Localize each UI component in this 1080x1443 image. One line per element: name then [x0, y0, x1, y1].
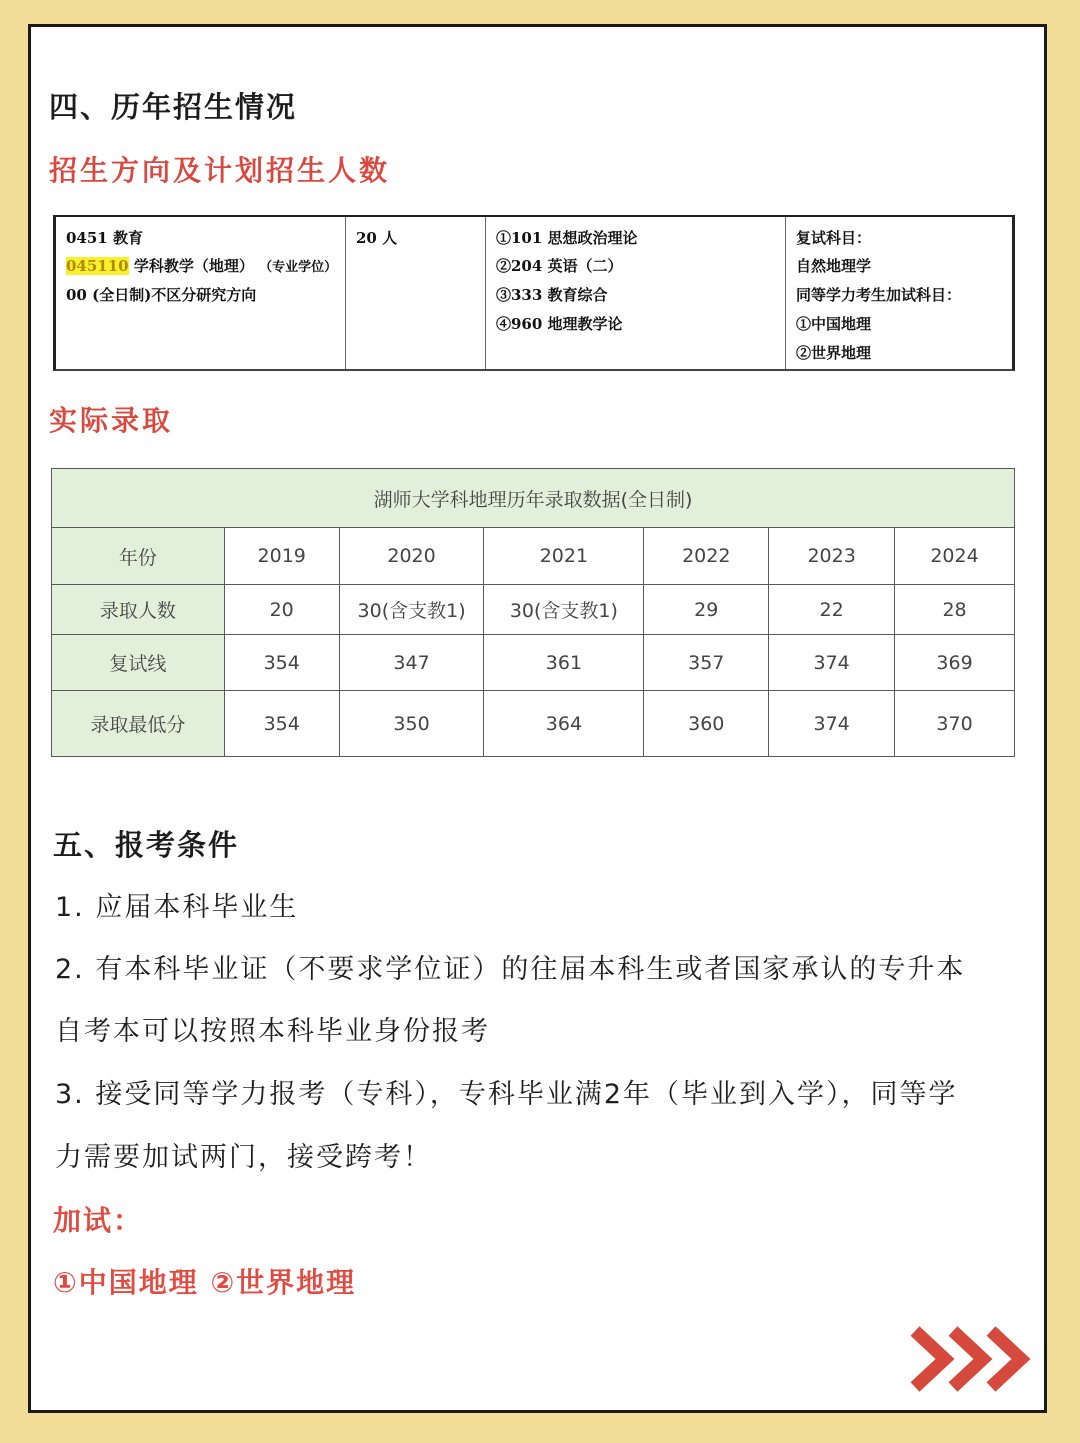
plan-subject: ④960 地理教学论: [496, 315, 623, 333]
requirement-line: 3. 接受同等学力报考（专科），专科毕业满2年（毕业到入学），同等学: [55, 1079, 958, 1110]
table-cell: 28: [895, 585, 1015, 635]
plan-subject: ②204 英语（二）: [496, 257, 623, 275]
table-cell: 录取人数: [52, 585, 225, 635]
retest-line: ①中国地理: [796, 315, 872, 333]
requirement-line: 力需要加试两门，接受跨考！: [55, 1142, 432, 1173]
table-cell: 20: [224, 585, 339, 635]
table-cell: 年份: [52, 528, 225, 585]
table-cell: 2020: [339, 528, 484, 585]
plan-col-major: [56, 217, 346, 369]
table-cell: 2023: [769, 528, 895, 585]
table-cell: 22: [769, 585, 895, 635]
table-cell: 复试线: [52, 635, 225, 691]
table-cell: 2024: [895, 528, 1015, 585]
table-cell: 2019: [224, 528, 339, 585]
plan-table: [53, 215, 1015, 371]
table-cell: 360: [644, 691, 769, 757]
requirement-line: 自考本可以按照本科毕业身份报考: [55, 1016, 490, 1047]
table-cell: 2021: [484, 528, 644, 585]
table-cell: 369: [895, 635, 1015, 691]
plan-col-retest: [786, 217, 1012, 369]
table-cell: 2022: [644, 528, 769, 585]
plan-col-quota: [346, 217, 486, 369]
table-cell: 354: [224, 691, 339, 757]
extra-exam-label: 加试：: [53, 1204, 144, 1237]
major-code: 045110: [66, 257, 129, 275]
table-row: [52, 691, 1015, 757]
major-note: （专业学位）: [259, 260, 338, 275]
admission-table: [51, 468, 1015, 757]
table-cell: 357: [644, 635, 769, 691]
triple-chevron-right-icon[interactable]: [907, 1323, 1037, 1399]
plan-line-direction: 00 (全日制)不区分研究方向: [66, 286, 257, 304]
table-cell: 29: [644, 585, 769, 635]
plan-subject: ③333 教育综合: [496, 286, 608, 304]
table-cell: 30(含支教1): [339, 585, 484, 635]
retest-line: 复试科目：: [796, 229, 872, 247]
section5-title: 五、报考条件: [53, 828, 240, 862]
table-cell: 370: [895, 691, 1015, 757]
extra-exam-subjects: ①中国地理 ②世界地理: [53, 1266, 357, 1299]
plan-subject: ①101 思想政治理论: [496, 229, 638, 247]
requirement-line: 1. 应届本科毕业生: [55, 892, 299, 923]
retest-line: ②世界地理: [796, 344, 872, 362]
retest-line: 自然地理学: [796, 257, 872, 275]
table-row: [52, 635, 1015, 691]
table-cell: 374: [769, 635, 895, 691]
plan-col-subjects: [486, 217, 786, 369]
table-cell: 361: [484, 635, 644, 691]
admission-table-title: 湖师大学科地理历年录取数据(全日制): [52, 469, 1015, 528]
plan-heading: 招生方向及计划招生人数: [49, 154, 391, 187]
major-name: 学科教学（地理）: [133, 257, 254, 275]
table-cell: 录取最低分: [52, 691, 225, 757]
retest-line: 同等学力考生加试科目：: [796, 286, 962, 304]
table-cell: 354: [224, 635, 339, 691]
table-row: [52, 585, 1015, 635]
table-cell: 347: [339, 635, 484, 691]
table-cell: 350: [339, 691, 484, 757]
plan-line-major: [66, 255, 337, 276]
table-cell: 374: [769, 691, 895, 757]
table-cell: 30(含支教1): [484, 585, 644, 635]
table-cell: 364: [484, 691, 644, 757]
plan-line-category: 0451 教育: [66, 229, 143, 247]
section4-title: 四、历年招生情况: [49, 90, 298, 124]
content-card: [28, 24, 1047, 1413]
admit-heading: 实际录取: [49, 404, 174, 437]
table-row: [52, 528, 1015, 585]
plan-quota: 20 人: [356, 229, 398, 247]
requirement-line: 2. 有本科毕业证（不要求学位证）的往届本科生或者国家承认的专升本: [55, 954, 966, 985]
